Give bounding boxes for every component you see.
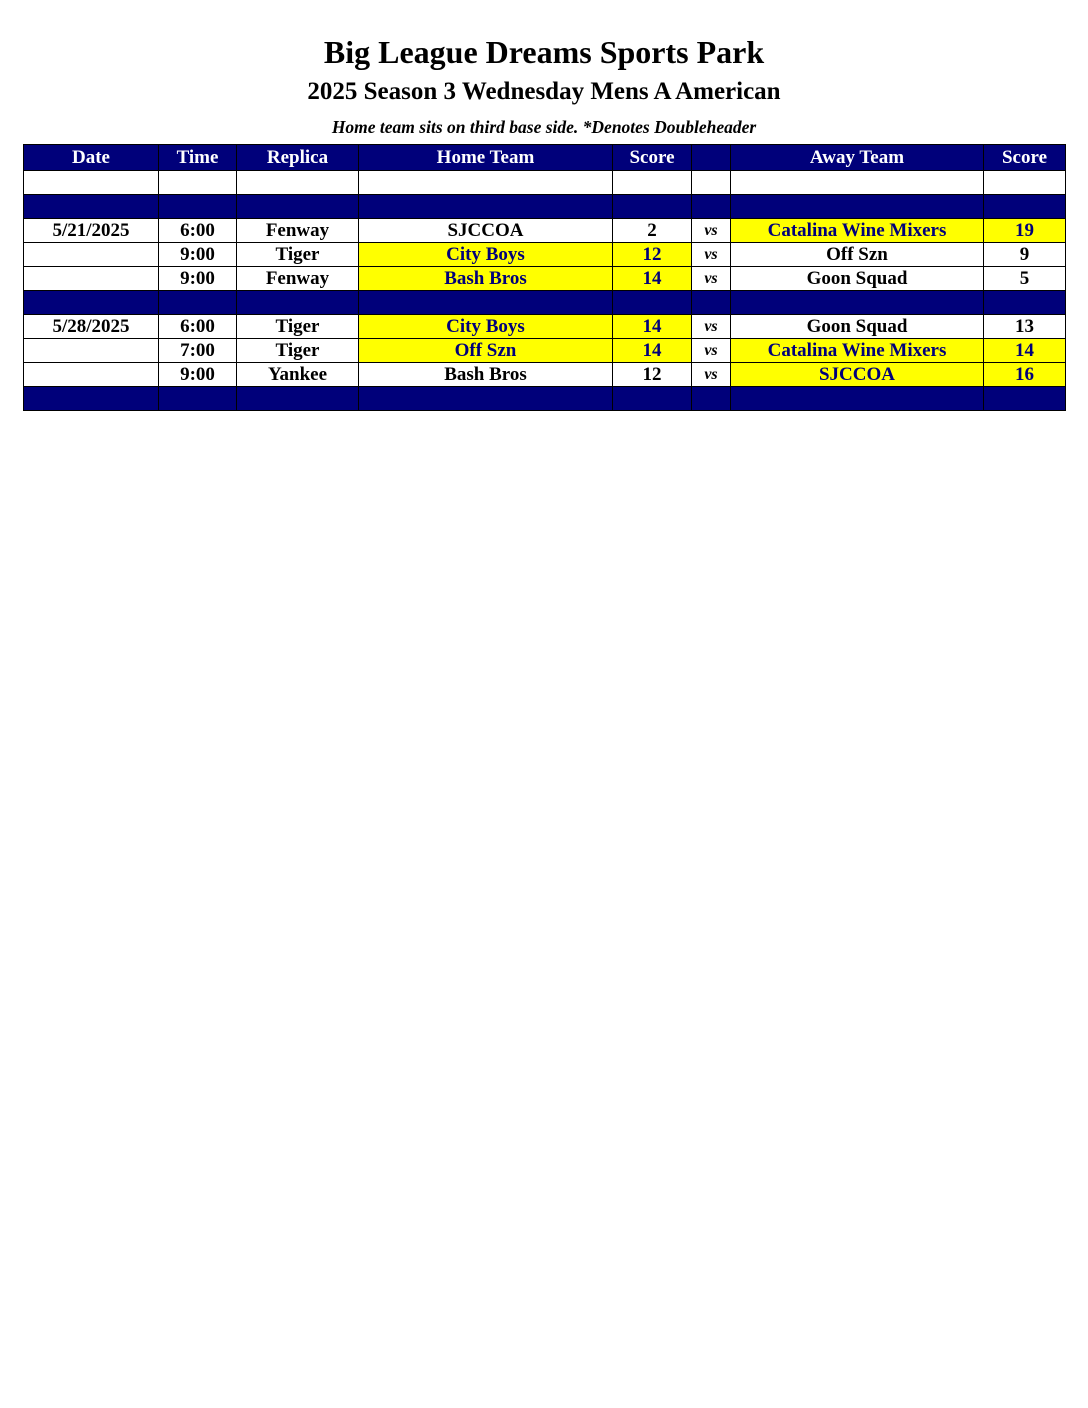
table-row (24, 267, 1066, 291)
separator-cell (613, 387, 692, 411)
separator-cell (359, 195, 613, 219)
column-header-home-score: Score (613, 145, 692, 171)
game-date (24, 339, 159, 363)
away-team: Goon Squad (731, 315, 984, 339)
separator-cell (984, 387, 1066, 411)
separator-cell (24, 195, 159, 219)
away-score: 9 (984, 243, 1066, 267)
blank-row (24, 171, 1066, 195)
separator-cell (692, 291, 731, 315)
game-date (24, 243, 159, 267)
separator-cell (237, 291, 359, 315)
game-time: 6:00 (159, 315, 237, 339)
home-team: SJCCOA (359, 219, 613, 243)
empty-cell (359, 171, 613, 195)
separator-row (24, 291, 1066, 315)
separator-cell (692, 387, 731, 411)
empty-cell (159, 171, 237, 195)
game-replica: Tiger (237, 339, 359, 363)
empty-cell (984, 171, 1066, 195)
game-replica: Fenway (237, 267, 359, 291)
column-header-time: Time (159, 145, 237, 171)
away-team: SJCCOA (731, 363, 984, 387)
separator-cell (731, 291, 984, 315)
game-time: 9:00 (159, 267, 237, 291)
separator-cell (159, 387, 237, 411)
separator-cell (692, 195, 731, 219)
separator-cell (984, 195, 1066, 219)
game-time: 7:00 (159, 339, 237, 363)
separator-cell (613, 291, 692, 315)
away-team: Catalina Wine Mixers (731, 339, 984, 363)
separator-cell (613, 195, 692, 219)
away-team: Goon Squad (731, 267, 984, 291)
column-header-away-team: Away Team (731, 145, 984, 171)
separator-cell (159, 291, 237, 315)
empty-cell (237, 171, 359, 195)
home-team: Bash Bros (359, 363, 613, 387)
table-row (24, 363, 1066, 387)
page-subtitle: 2025 Season 3 Wednesday Mens A American (307, 78, 781, 105)
away-score: 14 (984, 339, 1066, 363)
vs-label: vs (692, 219, 731, 243)
game-replica: Tiger (237, 243, 359, 267)
separator-cell (731, 195, 984, 219)
column-header-home-team: Home Team (359, 145, 613, 171)
column-header-date: Date (24, 145, 159, 171)
vs-label: vs (692, 243, 731, 267)
separator-cell (359, 387, 613, 411)
separator-cell (159, 195, 237, 219)
empty-cell (731, 171, 984, 195)
page-title: Big League Dreams Sports Park (323, 34, 765, 70)
vs-label: vs (692, 363, 731, 387)
separator-row (24, 387, 1066, 411)
empty-cell (24, 171, 159, 195)
separator-row (24, 195, 1066, 219)
home-team: Bash Bros (359, 267, 613, 291)
separator-cell (359, 291, 613, 315)
away-score: 5 (984, 267, 1066, 291)
empty-cell (613, 171, 692, 195)
vs-label: vs (692, 267, 731, 291)
game-time: 9:00 (159, 363, 237, 387)
separator-cell (731, 387, 984, 411)
game-time: 6:00 (159, 219, 237, 243)
game-date (24, 267, 159, 291)
game-date: 5/28/2025 (24, 315, 159, 339)
away-team: Off Szn (731, 243, 984, 267)
separator-cell (984, 291, 1066, 315)
home-score: 2 (613, 219, 692, 243)
table-row (24, 219, 1066, 243)
vs-label: vs (692, 315, 731, 339)
game-replica: Tiger (237, 315, 359, 339)
home-score: 14 (613, 267, 692, 291)
schedule-table (23, 144, 1066, 411)
away-score: 13 (984, 315, 1066, 339)
vs-label: vs (692, 339, 731, 363)
table-row (24, 243, 1066, 267)
game-replica: Fenway (237, 219, 359, 243)
column-header-replica: Replica (237, 145, 359, 171)
table-header-row (24, 145, 1066, 171)
schedule-note: Home team sits on third base side. *Denotes Doubleheader (331, 117, 757, 137)
column-header-vs (692, 145, 731, 171)
empty-cell (692, 171, 731, 195)
game-date (24, 363, 159, 387)
game-replica: Yankee (237, 363, 359, 387)
away-score: 16 (984, 363, 1066, 387)
table-row (24, 315, 1066, 339)
home-score: 12 (613, 363, 692, 387)
game-date: 5/21/2025 (24, 219, 159, 243)
separator-cell (237, 195, 359, 219)
home-score: 12 (613, 243, 692, 267)
separator-cell (237, 387, 359, 411)
home-score: 14 (613, 339, 692, 363)
home-score: 14 (613, 315, 692, 339)
home-team: Off Szn (359, 339, 613, 363)
home-team: City Boys (359, 315, 613, 339)
home-team: City Boys (359, 243, 613, 267)
separator-cell (24, 387, 159, 411)
away-score: 19 (984, 219, 1066, 243)
away-team: Catalina Wine Mixers (731, 219, 984, 243)
column-header-away-score: Score (984, 145, 1066, 171)
game-time: 9:00 (159, 243, 237, 267)
table-row (24, 339, 1066, 363)
separator-cell (24, 291, 159, 315)
